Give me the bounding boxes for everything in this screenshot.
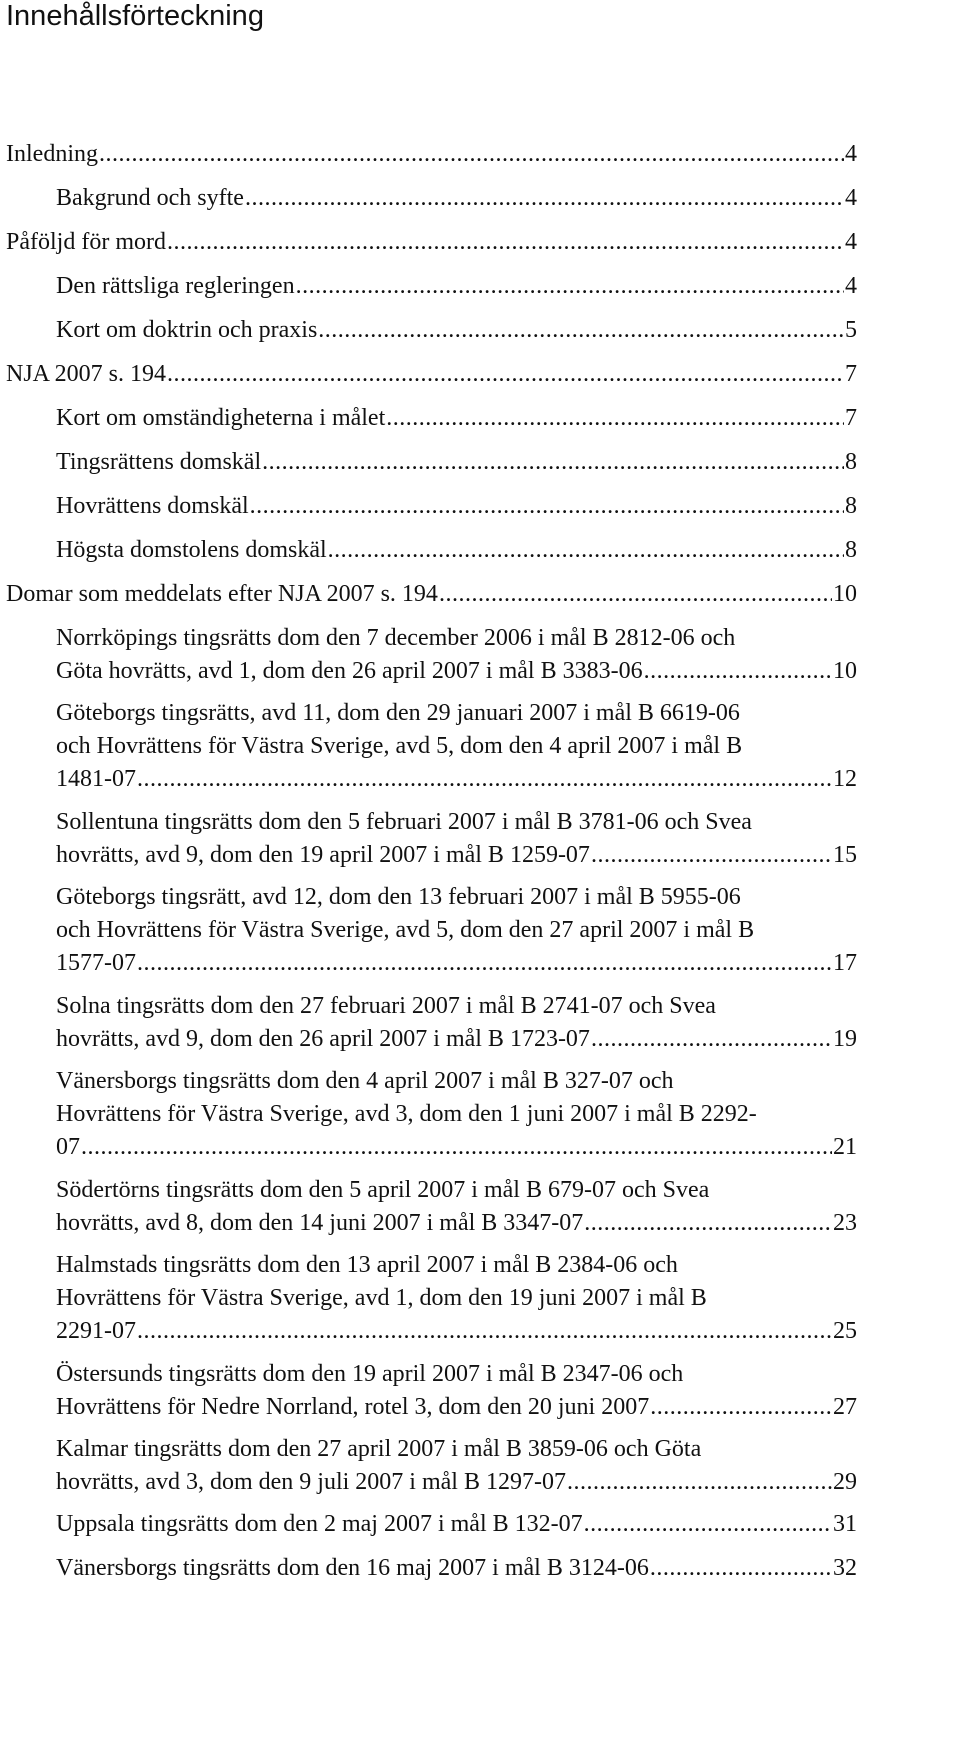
toc-entry-row bbox=[56, 1552, 857, 1585]
toc-page-number: 8 bbox=[845, 537, 857, 563]
toc-page-number: 10 bbox=[833, 581, 857, 607]
toc-entry-row bbox=[56, 1508, 857, 1541]
toc-entry-text: hovrätts, avd 3, dom den 9 juli 2007 i mål B 1297-07 bbox=[56, 1469, 566, 1495]
toc-entry[interactable] bbox=[56, 1065, 857, 1164]
dot-leader bbox=[584, 1207, 832, 1240]
toc-page-number: 8 bbox=[845, 449, 857, 475]
toc-entry-row bbox=[56, 314, 857, 347]
dot-leader bbox=[584, 1508, 832, 1541]
dot-leader bbox=[567, 1466, 832, 1499]
dot-leader bbox=[137, 947, 832, 980]
toc-entry-row bbox=[56, 534, 857, 567]
toc-page-number: 17 bbox=[833, 950, 857, 976]
dot-leader bbox=[650, 1391, 832, 1424]
dot-leader bbox=[318, 314, 844, 347]
toc-entry-text: och Hovrättens för Västra Sverige, avd 5, dom den 27 april 2007 i mål B bbox=[56, 917, 755, 943]
toc-entry-text: Kalmar tingsrätts dom den 27 april 2007 i mål B 3859-06 och Göta bbox=[56, 1436, 702, 1462]
toc-entry-text: Den rättsliga regleringen bbox=[56, 273, 295, 299]
toc-page-number: 19 bbox=[833, 1026, 857, 1052]
toc-entry-text: Göta hovrätts, avd 1, dom den 26 april 2007 i mål B 3383-06 bbox=[56, 658, 643, 684]
toc-entry[interactable] bbox=[56, 182, 857, 215]
toc-entry-row bbox=[6, 578, 857, 611]
toc-entry-row bbox=[56, 446, 857, 479]
page-title: Innehållsförteckning bbox=[6, 0, 264, 32]
toc-entry-text: 1481-07 bbox=[56, 766, 136, 792]
toc-entry[interactable] bbox=[56, 622, 857, 688]
toc-entry[interactable] bbox=[6, 578, 857, 611]
toc-page-number: 5 bbox=[845, 317, 857, 343]
toc-entry-text: Tingsrättens domskäl bbox=[56, 449, 262, 475]
toc-entry-text: Kort om doktrin och praxis bbox=[56, 317, 318, 343]
toc-entry[interactable] bbox=[56, 1508, 857, 1541]
toc-page-number: 27 bbox=[833, 1394, 857, 1420]
toc-page-number: 23 bbox=[833, 1210, 857, 1236]
toc-entry-row bbox=[6, 138, 857, 171]
toc-entry[interactable] bbox=[56, 314, 857, 347]
toc-entry-row bbox=[6, 226, 857, 259]
toc-entry-row bbox=[56, 182, 857, 215]
toc-entry[interactable] bbox=[56, 1552, 857, 1585]
toc-entry-text: Hovrättens för Nedre Norrland, rotel 3, dom den 20 juni 2007 bbox=[56, 1394, 650, 1420]
toc-entry-text: Uppsala tingsrätts dom den 2 maj 2007 i mål B 132-07 bbox=[56, 1511, 583, 1537]
dot-leader bbox=[245, 182, 844, 215]
toc-entry-text: Domar som meddelats efter NJA 2007 s. 194 bbox=[6, 581, 438, 607]
toc-entry-text: Kort om omständigheterna i målet bbox=[56, 405, 386, 431]
toc-entry[interactable] bbox=[6, 358, 857, 391]
dot-leader bbox=[439, 578, 832, 611]
dot-leader bbox=[81, 1131, 832, 1164]
dot-leader bbox=[137, 1315, 832, 1348]
dot-leader bbox=[591, 839, 832, 872]
toc-page-number: 4 bbox=[845, 229, 857, 255]
toc-entry-text: NJA 2007 s. 194 bbox=[6, 361, 167, 387]
toc-entry-row bbox=[56, 1207, 857, 1240]
toc-entry-row bbox=[56, 1391, 857, 1424]
toc-page-number: 21 bbox=[833, 1134, 857, 1160]
toc-entry[interactable] bbox=[56, 881, 857, 980]
toc-page-number: 7 bbox=[845, 405, 857, 431]
toc-entry[interactable] bbox=[56, 697, 857, 796]
toc-entry[interactable] bbox=[56, 490, 857, 523]
toc-page-number: 29 bbox=[833, 1469, 857, 1495]
toc-entry-text: 07 bbox=[56, 1134, 80, 1160]
dot-leader bbox=[137, 763, 832, 796]
toc-entry-text: Hovrättens för Västra Sverige, avd 1, dom den 19 juni 2007 i mål B bbox=[56, 1285, 707, 1311]
toc-entry[interactable] bbox=[56, 446, 857, 479]
dot-leader bbox=[99, 138, 844, 171]
toc-entry-row bbox=[56, 490, 857, 523]
toc-entry-row bbox=[56, 947, 857, 980]
dot-leader bbox=[262, 446, 844, 479]
dot-leader bbox=[650, 1552, 832, 1585]
toc-entry-text: 1577-07 bbox=[56, 950, 136, 976]
toc-page-number: 12 bbox=[833, 766, 857, 792]
toc-entry-row bbox=[56, 1131, 857, 1164]
dot-leader bbox=[591, 1023, 832, 1056]
toc-entry-text: Påföljd för mord bbox=[6, 229, 166, 255]
toc-entry-text: hovrätts, avd 9, dom den 19 april 2007 i mål B 1259-07 bbox=[56, 842, 590, 868]
dot-leader bbox=[167, 226, 844, 259]
dot-leader bbox=[644, 655, 832, 688]
toc-page-number: 7 bbox=[845, 361, 857, 387]
toc-entry-row bbox=[6, 358, 857, 391]
toc-entry-text: 2291-07 bbox=[56, 1318, 136, 1344]
toc-entry[interactable] bbox=[56, 534, 857, 567]
toc-page-number: 4 bbox=[845, 141, 857, 167]
toc-page-number: 25 bbox=[833, 1318, 857, 1344]
dot-leader bbox=[296, 270, 844, 303]
toc-entry-text: Halmstads tingsrätts dom den 13 april 2007 i mål B 2384-06 och bbox=[56, 1252, 678, 1278]
toc-entry[interactable] bbox=[56, 402, 857, 435]
toc-entry[interactable] bbox=[56, 1433, 857, 1499]
toc-entry-text: Östersunds tingsrätts dom den 19 april 2007 i mål B 2347-06 och bbox=[56, 1361, 684, 1387]
toc-entry[interactable] bbox=[6, 226, 857, 259]
toc-page-number: 4 bbox=[845, 273, 857, 299]
toc-entry-text: Bakgrund och syfte bbox=[56, 185, 244, 211]
toc-entry[interactable] bbox=[56, 806, 857, 872]
toc-entry-row bbox=[56, 1023, 857, 1056]
dot-leader bbox=[250, 490, 844, 523]
toc-entry-text: Vänersborgs tingsrätts dom den 16 maj 2007 i mål B 3124-06 bbox=[56, 1555, 649, 1581]
toc-page-number: 31 bbox=[833, 1511, 857, 1537]
toc-entry-text: och Hovrättens för Västra Sverige, avd 5, dom den 4 april 2007 i mål B bbox=[56, 733, 743, 759]
toc-page-number: 10 bbox=[833, 658, 857, 684]
toc-entry-text: hovrätts, avd 9, dom den 26 april 2007 i mål B 1723-07 bbox=[56, 1026, 590, 1052]
toc-entry-text: Södertörns tingsrätts dom den 5 april 2007 i mål B 679-07 och Svea bbox=[56, 1177, 710, 1203]
toc-entry-text: Sollentuna tingsrätts dom den 5 februari 2007 i mål B 3781-06 och Svea bbox=[56, 809, 752, 835]
toc-page-number: 32 bbox=[833, 1555, 857, 1581]
toc-entry-text: Göteborgs tingsrätt, avd 12, dom den 13 februari 2007 i mål B 5955-06 bbox=[56, 884, 741, 910]
dot-leader bbox=[386, 402, 844, 435]
toc-entry[interactable] bbox=[56, 1358, 857, 1424]
toc-entry-text: Hovrättens domskäl bbox=[56, 493, 249, 519]
toc-entry-text: Högsta domstolens domskäl bbox=[56, 537, 327, 563]
toc-entry[interactable] bbox=[56, 270, 857, 303]
toc-entry[interactable] bbox=[56, 1174, 857, 1240]
toc-entry-row bbox=[56, 763, 857, 796]
toc-entry[interactable] bbox=[6, 138, 857, 171]
toc-page-number: 15 bbox=[833, 842, 857, 868]
toc-entry[interactable] bbox=[56, 1249, 857, 1348]
toc-page-number: 8 bbox=[845, 493, 857, 519]
toc-entry-text: Vänersborgs tingsrätts dom den 4 april 2007 i mål B 327-07 och bbox=[56, 1068, 674, 1094]
toc-entry-text: Norrköpings tingsrätts dom den 7 december 2006 i mål B 2812-06 och bbox=[56, 625, 736, 651]
toc-entry-row bbox=[56, 1315, 857, 1348]
toc-entry-text: Solna tingsrätts dom den 27 februari 2007 i mål B 2741-07 och Svea bbox=[56, 993, 716, 1019]
toc-entry-text: hovrätts, avd 8, dom den 14 juni 2007 i mål B 3347-07 bbox=[56, 1210, 584, 1236]
toc-entry-row bbox=[56, 839, 857, 872]
toc-entry-text: Hovrättens för Västra Sverige, avd 3, dom den 1 juni 2007 i mål B 2292- bbox=[56, 1101, 757, 1127]
toc-entry-row bbox=[56, 270, 857, 303]
toc-page-number: 4 bbox=[845, 185, 857, 211]
toc-entry-row bbox=[56, 402, 857, 435]
toc-entry-row bbox=[56, 655, 857, 688]
toc-entry-text: Inledning bbox=[6, 141, 98, 167]
dot-leader bbox=[328, 534, 844, 567]
toc-entry-row bbox=[56, 1466, 857, 1499]
dot-leader bbox=[167, 358, 844, 391]
toc-entry-text: Göteborgs tingsrätts, avd 11, dom den 29 januari 2007 i mål B 6619-06 bbox=[56, 700, 740, 726]
toc-entry[interactable] bbox=[56, 990, 857, 1056]
